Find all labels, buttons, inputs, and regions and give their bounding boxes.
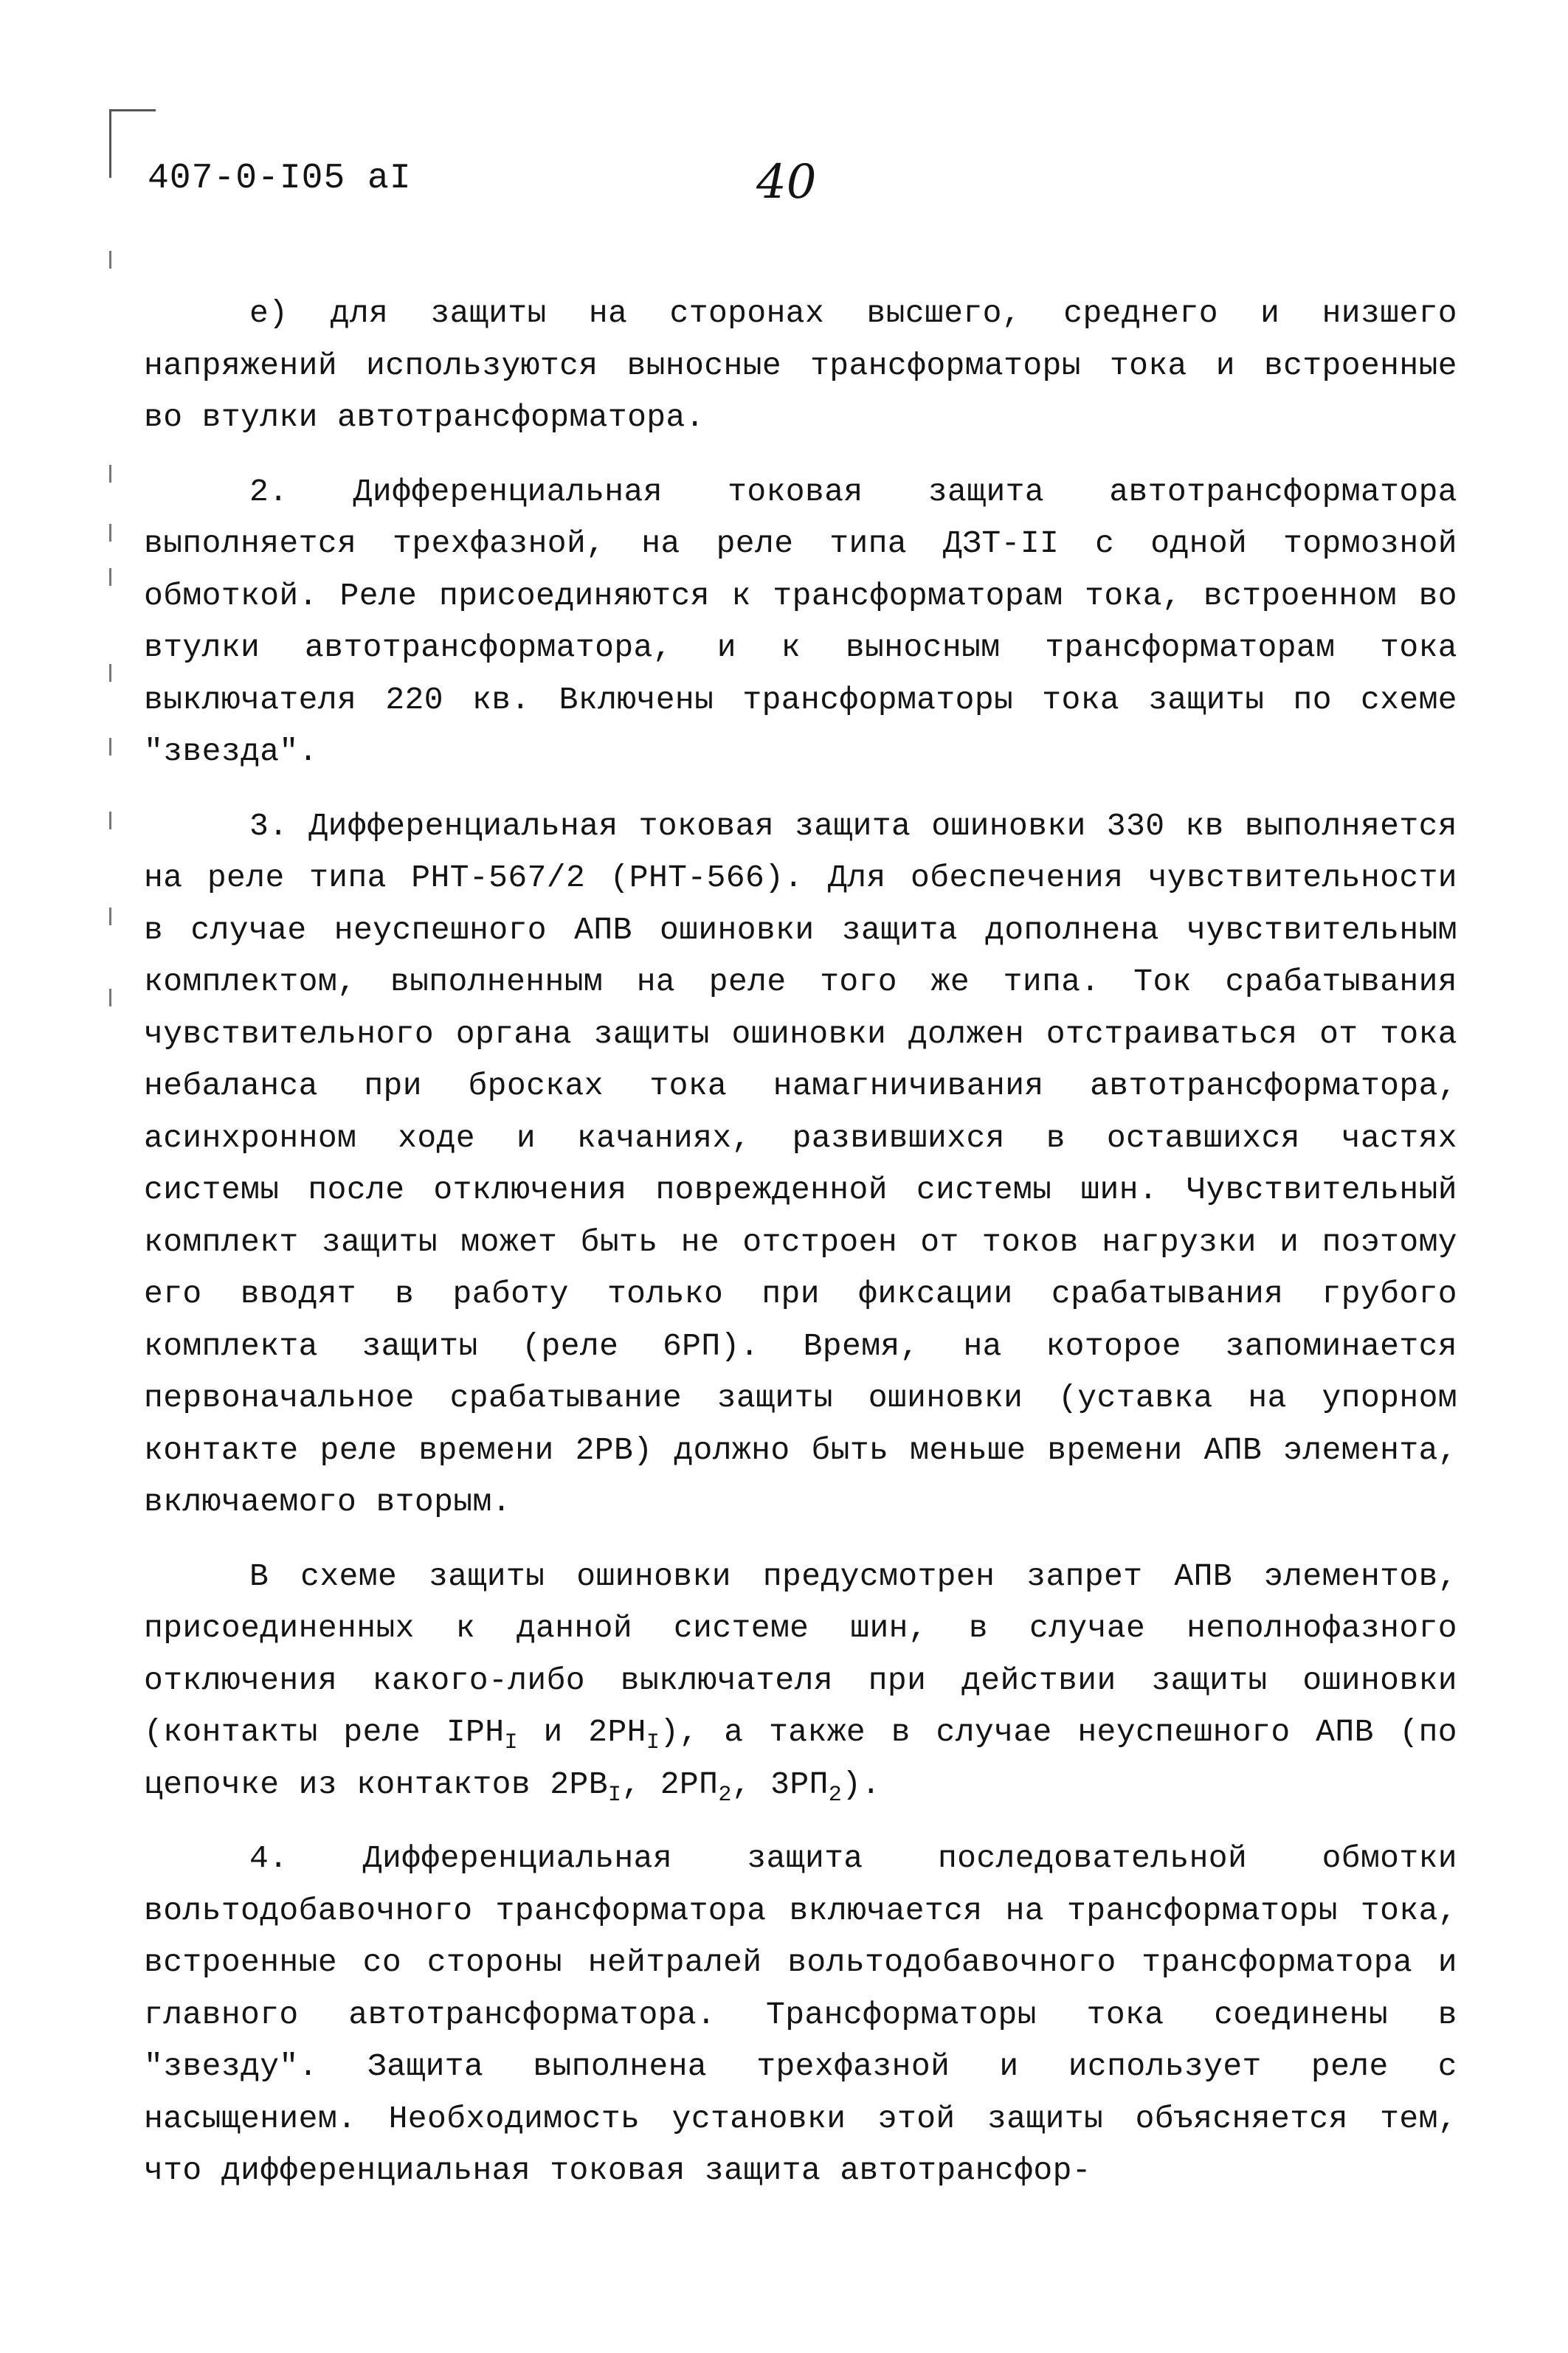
subscript: I	[646, 1730, 660, 1755]
paragraph-3: 3. Дифференциальная токовая защита ошиновки 330 кв выполняется на реле типа РНТ-567/2 (РНТ-566). Для обеспечения чувствительности в случае неуспешного АПВ ошиновки защита дополнена чувствительным комплектом, выполненным на реле того же типа. Ток срабатывания чувствительного органа защиты ошиновки должен отстраиваться от тока небаланса при бросках тока намагничивания автотрансформатора, асинхронном ходе и качаниях, развившихся в оставшихся частях системы после отключения поврежденной системы шин. Чувствительный комплект защиты может быть не отстроен от токов нагрузки и поэтому его вводят в работу только при фиксации срабатывания грубого комплекта защиты (реле 6РП). Время, на которое запоминается первоначальное срабатывание защиты ошиновки (уставка на упорном контакте реле времени 2РВ) должно быть меньше времени АПВ элемента, включаемого вторым.	[144, 807, 1457, 1520]
paragraph-4: 4. Дифференциальная защита последовательной обмотки вольтодобавочного трансформатора включается на трансформаторы тока, встроенные со стороны нейтралей вольтодобавочного трансформатора и главного автотрансформатора. Трансформаторы тока соединены в "звезду". Защита выполнена трехфазной и использует реле с насыщением. Необходимость установки этой защиты объясняется тем, что дифференциальная токовая защита автотрансфор-	[144, 1840, 1457, 2188]
text-segment: и 2РН	[517, 1714, 646, 1750]
page-number: 40	[756, 155, 817, 210]
subscript: 2	[828, 1782, 843, 1808]
text-segment: , 2РП	[621, 1766, 719, 1803]
subscript: I	[607, 1782, 622, 1808]
document-body	[144, 288, 1457, 2219]
paragraph-apv-ban	[144, 1551, 1457, 1811]
text-segment: , 3РП	[731, 1766, 829, 1803]
paragraph-2: 2. Дифференциальная токовая защита автотрансформатора выполняется трехфазной, на реле типа ДЗТ-II с одной тормозной обмоткой. Реле присоединяются к трансформаторам тока, встроенном во втулки автотрансформатора, и к выносным трансформаторам тока выключателя 220 кв. Включены трансформаторы тока защиты по схеме "звезда".	[144, 473, 1457, 770]
text-segment: ), а также в случае неуспешного АПВ (по цепочке из контактов 2РВ	[144, 1714, 1457, 1803]
subscript: I	[504, 1730, 518, 1755]
document-code: 407-0-I05 aI	[148, 159, 412, 198]
subscript: 2	[718, 1782, 732, 1808]
text-segment: ).	[842, 1766, 881, 1803]
paragraph-item-e: е) для защиты на сторонах высшего, среднего и низшего напряжений используются выносные трансформаторы тока и встроенные во втулки автотрансформатора.	[144, 295, 1457, 435]
text-segment: В схеме защиты ошиновки предусмотрен запрет АПВ элементов, присоединенных к данной системе шин, в случае неполнофазного отключения какого-либо выключателя при действии защиты ошиновки (контакты реле IРН	[144, 1558, 1457, 1750]
margin-binding-marks	[109, 251, 114, 1358]
